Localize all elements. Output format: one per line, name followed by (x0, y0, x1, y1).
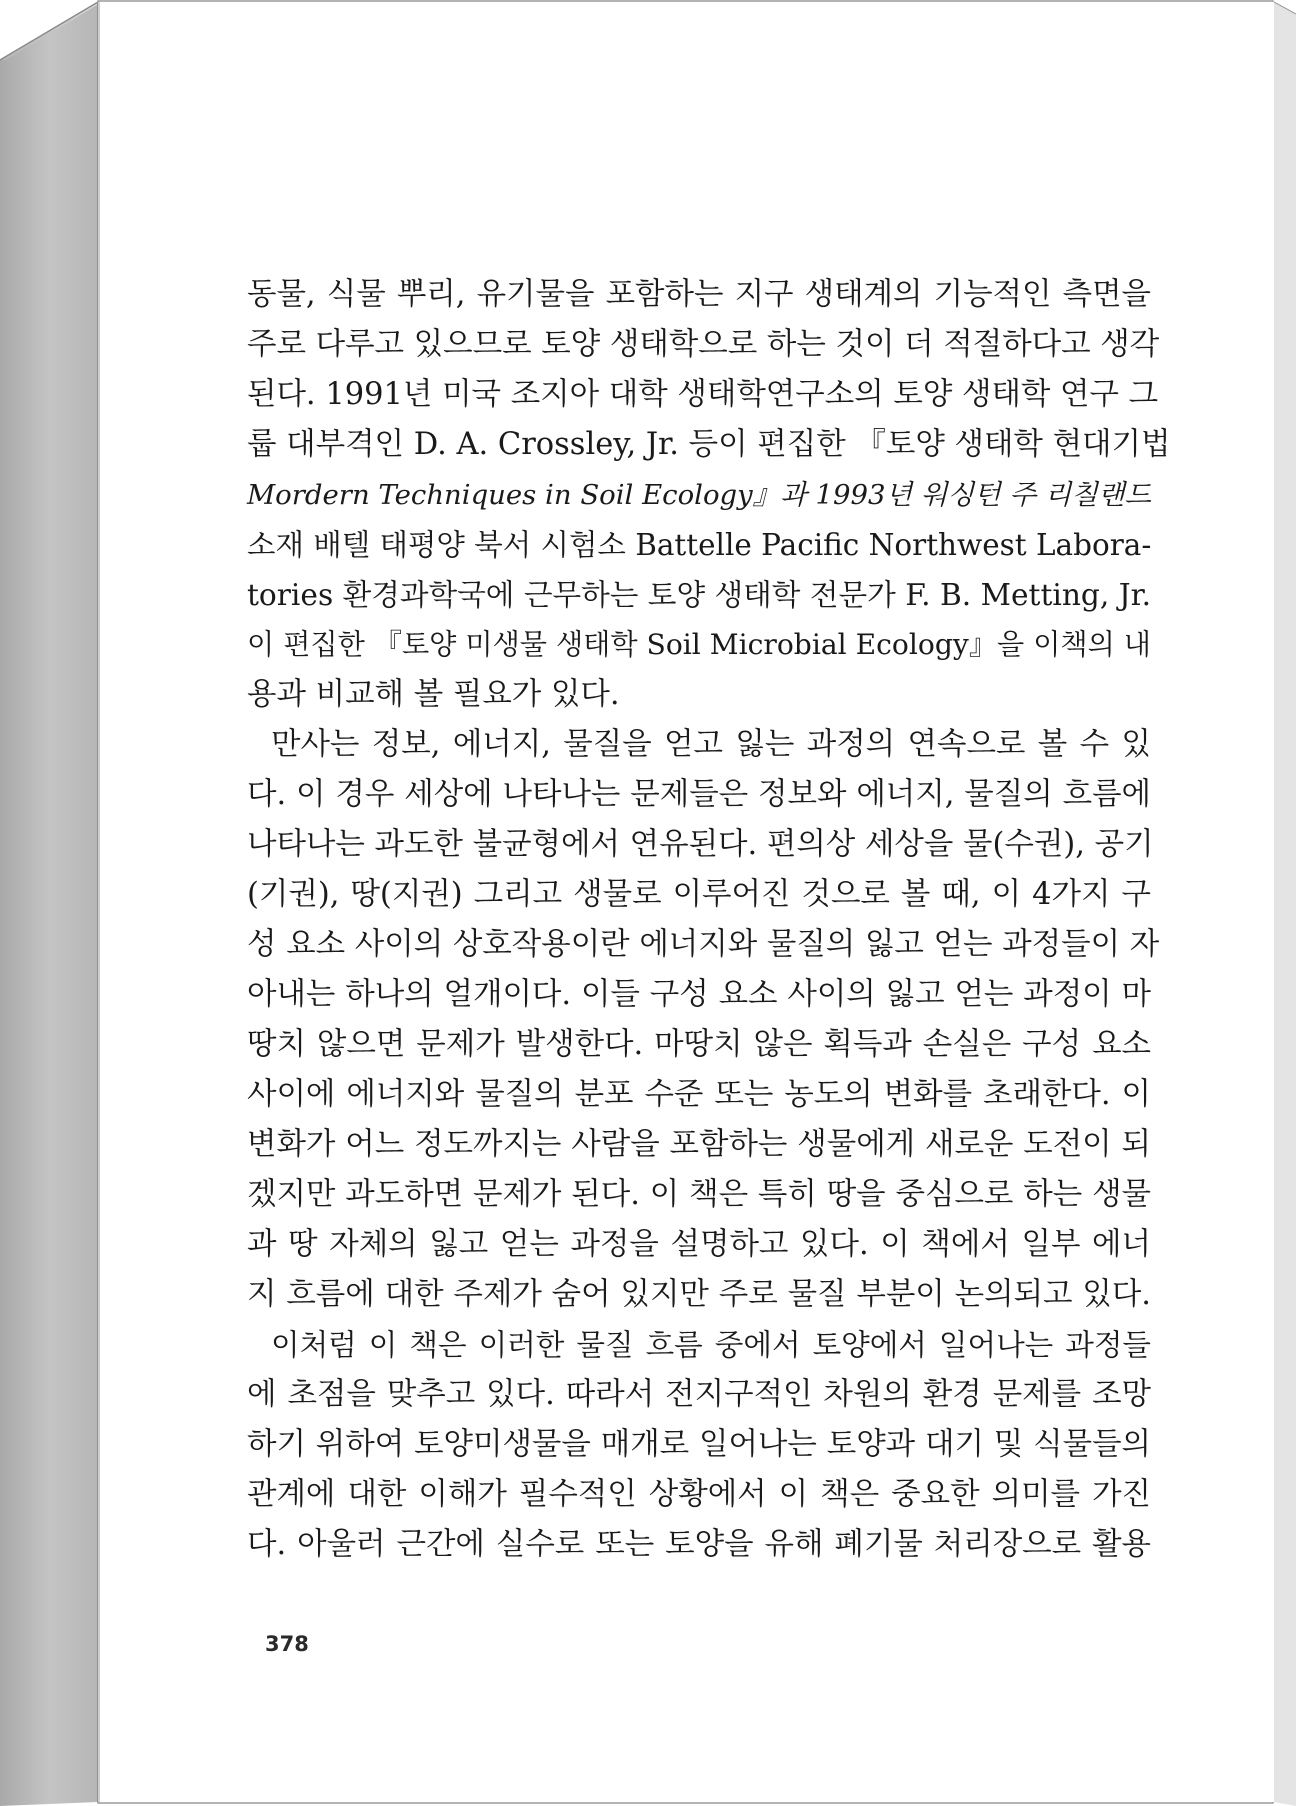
text-line: 하기 위하여 토양미생물을 매개로 일어나는 토양과 대기 및 식물들의 (247, 1427, 1151, 1462)
paragraph-2 (247, 720, 1160, 1320)
text-line: 주로 다루고 있으므로 토양 생태학으로 하는 것이 더 적절하다고 생각 (247, 327, 1160, 362)
text-line: 성 요소 사이의 상호작용이란 에너지와 물질의 잃고 얻는 과정들이 자 (247, 927, 1160, 962)
text-line: Mordern Techniques in Soil Ecology』과 1993년 워싱턴 주 리칠랜드 (247, 479, 1151, 511)
text-line: 소재 배텔 태평양 북서 시험소 Battelle Pacific Northwest Labora- (247, 528, 1152, 562)
text-line: 땅치 않으면 문제가 발생한다. 마땅치 않은 획득과 손실은 구성 요소 (247, 1027, 1151, 1062)
text-line: 다. 아울러 근간에 실수로 또는 토양을 유해 폐기물 처리장으로 활용 (247, 1527, 1151, 1562)
text-line: 에 초점을 맞추고 있다. 따라서 전지구적인 차원의 환경 문제를 조망 (247, 1377, 1151, 1412)
text-line: 나타나는 과도한 불균형에서 연유된다. 편의상 세상을 물(수권), 공기 (247, 827, 1154, 862)
text-line: 겠지만 과도하면 문제가 된다. 이 책은 특히 땅을 중심으로 하는 생물 (247, 1177, 1151, 1212)
text-line: 사이에 에너지와 물질의 분포 수준 또는 농도의 변화를 초래한다. 이 (247, 1077, 1151, 1112)
text-line: 룹 대부격인 D. A. Crossley, Jr. 등이 편집한 『토양 생태학 현대기법 (247, 427, 1171, 462)
text-line: 아내는 하나의 얼개이다. 이들 구성 요소 사이의 잃고 얻는 과정이 마 (247, 977, 1151, 1012)
text-line: 이처럼 이 책은 이러한 물질 흐름 중에서 토양에서 일어나는 과정들 (271, 1328, 1151, 1362)
text-line: 과 땅 자체의 잃고 얻는 과정을 설명하고 있다. 이 책에서 일부 에너 (247, 1227, 1151, 1262)
page-number: 378 (265, 1632, 309, 1656)
text-line: 지 흐름에 대한 주제가 숨어 있지만 주로 물질 부분이 논의되고 있다. (247, 1277, 1151, 1312)
text-line: (기권), 땅(지권) 그리고 생물로 이루어진 것으로 볼 때, 이 4가지 구 (247, 877, 1151, 912)
text-line: tories 환경과학국에 근무하는 토양 생태학 전문가 F. B. Metting, Jr. (247, 577, 1151, 612)
text-line: 이 편집한 『토양 미생물 생태학 Soil Microbial Ecology』을 이책의 내 (247, 628, 1151, 661)
body-text (247, 270, 1171, 1570)
text-line: 관계에 대한 이해가 필수적인 상황에서 이 책은 중요한 의미를 가진 (247, 1477, 1151, 1512)
text-line: 용과 비교해 볼 필요가 있다. (247, 677, 620, 712)
paragraph-3 (247, 1320, 1151, 1570)
text-line: 동물, 식물 뿌리, 유기물을 포함하는 지구 생태계의 기능적인 측면을 (247, 277, 1151, 312)
text-line: 만사는 정보, 에너지, 물질을 얻고 잃는 과정의 연속으로 볼 수 있 (271, 727, 1151, 762)
text-line: 된다. 1991년 미국 조지아 대학 생태학연구소의 토양 생태학 연구 그 (247, 377, 1159, 412)
text-line: 변화가 어느 정도까지는 사람을 포함하는 생물에게 새로운 도전이 되 (247, 1127, 1151, 1162)
text-line: 다. 이 경우 세상에 나타나는 문제들은 정보와 에너지, 물질의 흐름에 (247, 777, 1151, 812)
paragraph-1 (247, 270, 1171, 720)
